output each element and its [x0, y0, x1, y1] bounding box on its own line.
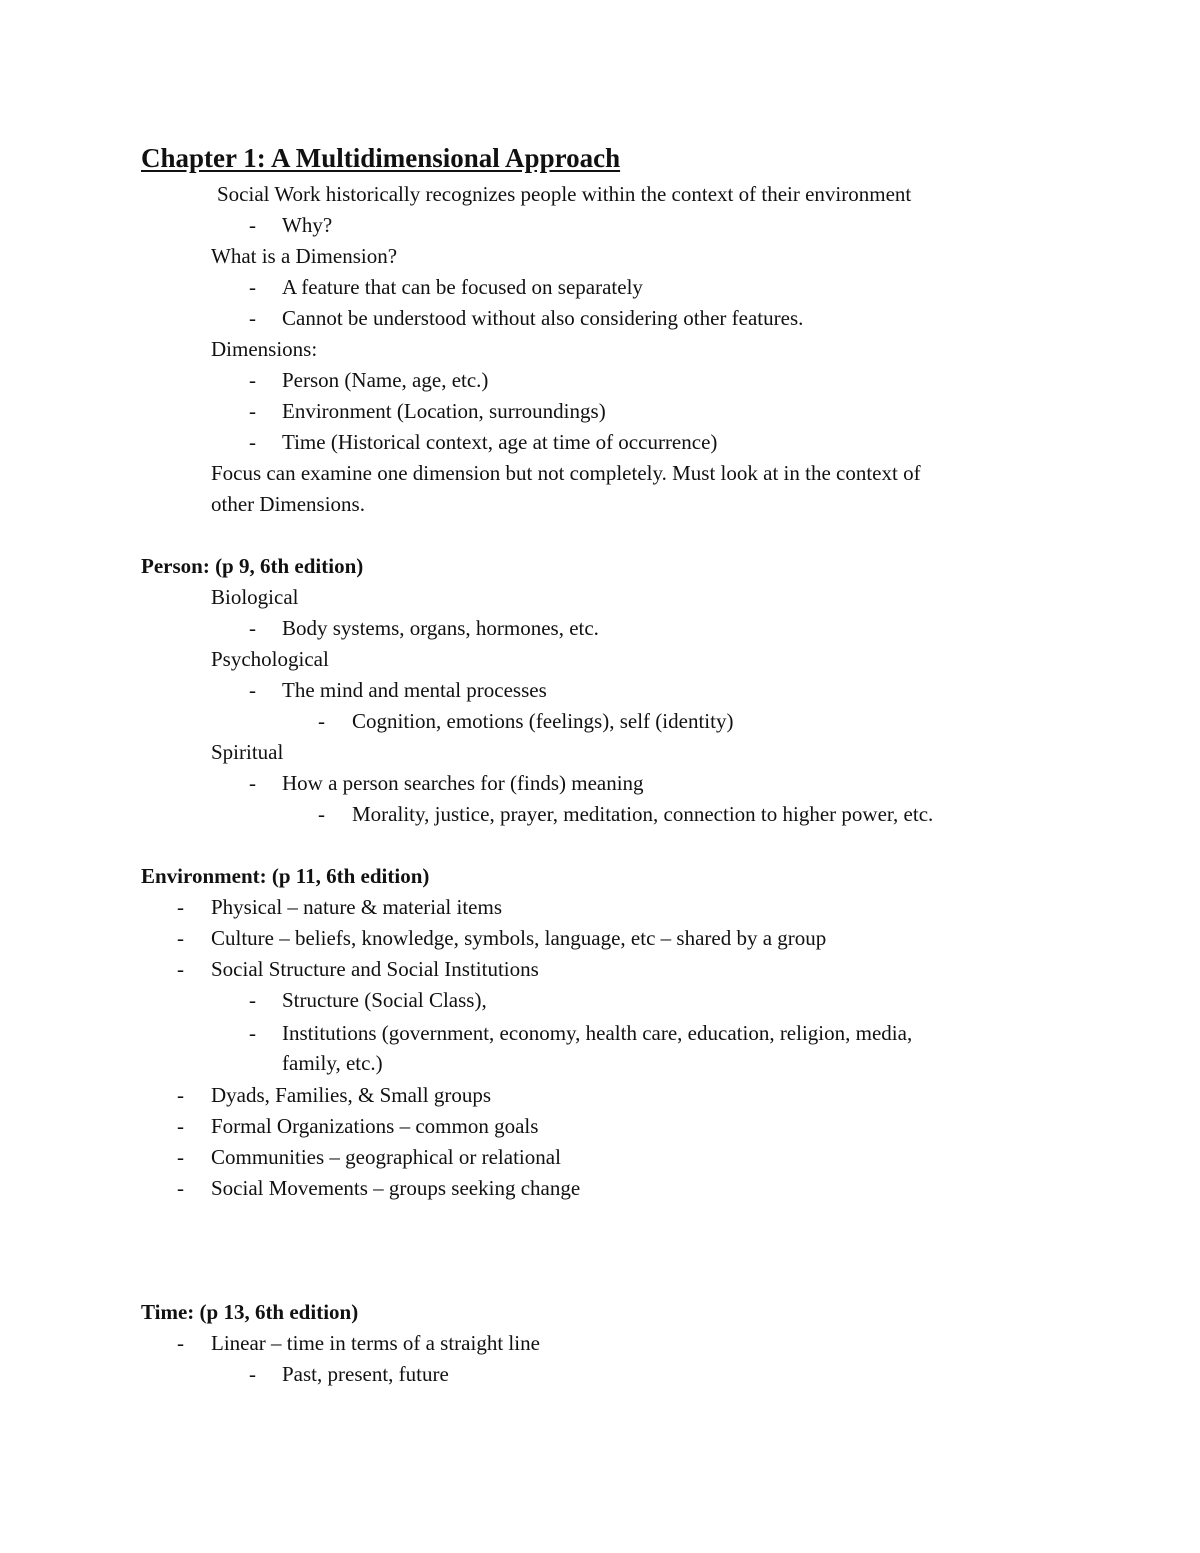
why-item: Why? [282, 213, 333, 237]
dimension-person: Person (Name, age, etc.) [282, 368, 489, 392]
bullet-dash: - [249, 213, 256, 237]
chapter-title: Chapter 1: A Multidimensional Approach [141, 143, 621, 173]
bullet-dash: - [318, 802, 325, 826]
environment-institutions-line-1: Institutions (government, economy, health care, education, religion, media, [282, 1021, 913, 1045]
dimension-definition-2: Cannot be understood without also considering other features. [282, 306, 804, 330]
bullet-dash: - [249, 988, 256, 1012]
environment-formal-organizations: Formal Organizations – common goals [211, 1114, 539, 1138]
bullet-dash: - [249, 430, 256, 454]
psychological-subitem: Cognition, emotions (feelings), self (identity) [352, 709, 734, 733]
environment-physical: Physical – nature & material items [211, 895, 503, 919]
bullet-dash: - [177, 1176, 184, 1200]
psychological-label: Psychological [211, 647, 329, 671]
bullet-dash: - [249, 678, 256, 702]
bullet-dash: - [177, 926, 184, 950]
bullet-dash: - [249, 616, 256, 640]
bullet-dash: - [249, 306, 256, 330]
dimension-environment: Environment (Location, surroundings) [282, 399, 606, 423]
intro-text: Social Work historically recognizes people within the context of their environment [217, 182, 912, 206]
environment-dyads: Dyads, Families, & Small groups [211, 1083, 491, 1107]
environment-heading: Environment: (p 11, 6th edition) [141, 864, 430, 888]
time-linear: Linear – time in terms of a straight line [211, 1331, 540, 1355]
psychological-item: The mind and mental processes [282, 678, 547, 702]
time-heading: Time: (p 13, 6th edition) [141, 1300, 359, 1324]
biological-item: Body systems, organs, hormones, etc. [282, 616, 599, 640]
bullet-dash: - [249, 368, 256, 392]
environment-social-structure: Social Structure and Social Institutions [211, 957, 539, 981]
bullet-dash: - [177, 957, 184, 981]
environment-social-movements: Social Movements – groups seeking change [211, 1176, 581, 1200]
bullet-dash: - [249, 1362, 256, 1386]
bullet-dash: - [177, 895, 184, 919]
focus-text-line-2: other Dimensions. [211, 492, 365, 516]
spiritual-subitem: Morality, justice, prayer, meditation, connection to higher power, etc. [352, 802, 934, 826]
spiritual-item: How a person searches for (finds) meaning [282, 771, 644, 795]
bullet-dash: - [249, 275, 256, 299]
dimension-time: Time (Historical context, age at time of occurrence) [282, 430, 718, 454]
bullet-dash: - [249, 399, 256, 423]
environment-culture: Culture – beliefs, knowledge, symbols, language, etc – shared by a group [211, 926, 827, 950]
bullet-dash: - [318, 709, 325, 733]
person-heading: Person: (p 9, 6th edition) [141, 554, 364, 578]
dimension-definition-1: A feature that can be focused on separately [282, 275, 643, 299]
dimensions-label: Dimensions: [211, 337, 318, 361]
spiritual-label: Spiritual [211, 740, 284, 764]
time-linear-subitem: Past, present, future [282, 1362, 449, 1386]
biological-label: Biological [211, 585, 299, 609]
environment-institutions-line-2: family, etc.) [282, 1051, 383, 1075]
environment-communities: Communities – geographical or relational [211, 1145, 561, 1169]
environment-structure: Structure (Social Class), [282, 988, 487, 1012]
bullet-dash: - [177, 1145, 184, 1169]
bullet-dash: - [249, 771, 256, 795]
dimension-question: What is a Dimension? [211, 244, 398, 268]
bullet-dash: - [177, 1114, 184, 1138]
bullet-dash: - [249, 1021, 256, 1045]
focus-text-line-1: Focus can examine one dimension but not completely. Must look at in the context of [211, 461, 921, 485]
bullet-dash: - [177, 1083, 184, 1107]
bullet-dash: - [177, 1331, 184, 1355]
